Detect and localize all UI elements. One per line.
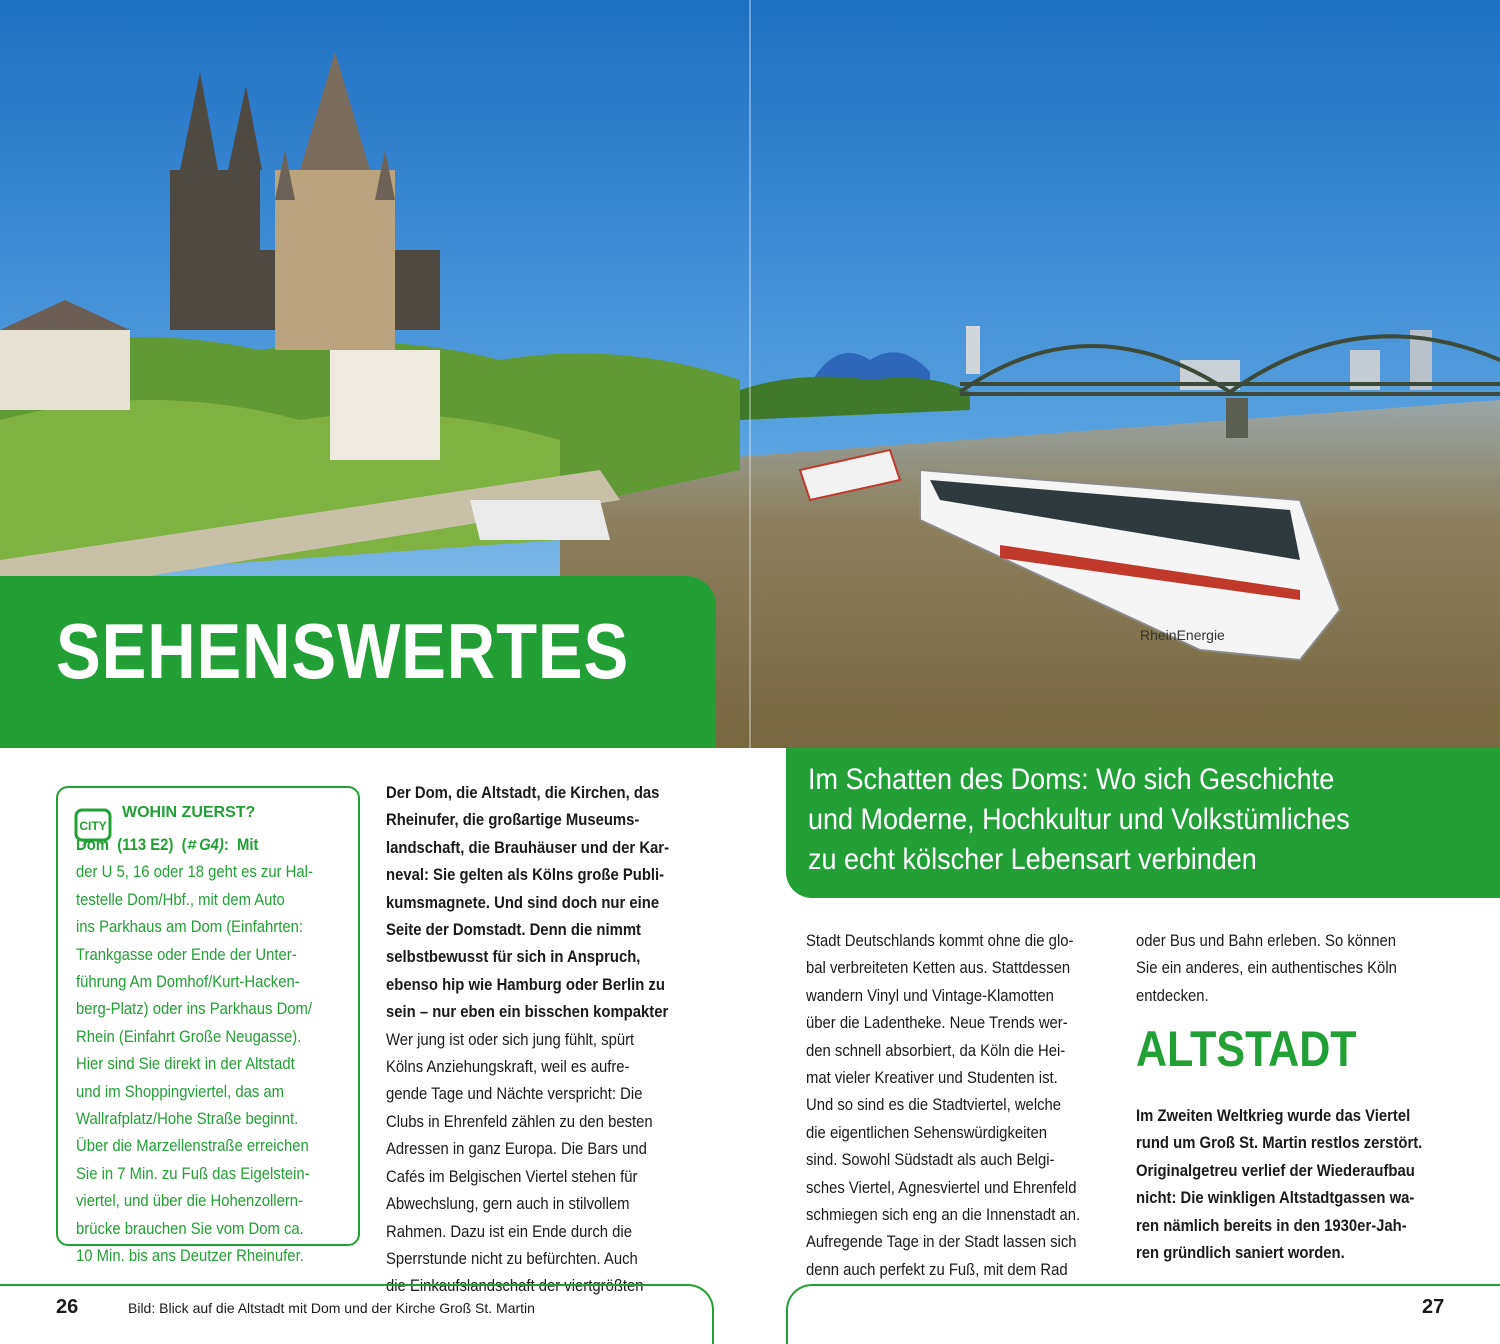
intro-body-text: Wer jung ist oder sich jung fühlt, spürt Kölns Anziehungskraft, weil es aufre- gende Tage und Nächte verspricht: Die Clubs in Ehrenfeld zählen zu den besten Adressen in ganz Europa. Die Bars und Cafés im Belgischen Viertel stehen für Abwechslung, gern auch in stilvollem Rahmen. Dazu ist ein Ende durch die Sperrstunde nicht zu befürchten. Auch die Einkaufslandschaft der viertgrößten	[386, 1030, 653, 1296]
infobox-text	[76, 832, 342, 1271]
headline-box	[786, 748, 1500, 898]
page-number-left: 26	[56, 1296, 79, 1318]
headline-text: Im Schatten des Doms: Wo sich Geschichte und Moderne, Hochkultur und Volkstümliches zu echt kölscher Lebensart verbinden	[808, 763, 1350, 876]
section-title-altstadt: ALTSTADT	[1136, 1021, 1357, 1077]
infobox-map-ref: ⌗ G4)	[186, 836, 224, 854]
infobox-body: der U 5, 16 oder 18 geht es zur Hal- testelle Dom/Hbf., mit dem Auto ins Parkhaus am Dom (Einfahrten: Trankgasse oder Ende der Unter- führung Am Domhof/Kurt-Hacken- berg-Platz) oder ins Parkhaus Dom/ Rhein (Einfahrt Große Neugasse). Hier sind Sie direkt in der Altstadt und im Shoppingviertel, das am Wallrafplatz/Hohe Straße beginnt. Über die Marzellenstraße erreichen Sie in 7 Min. zu Fuß das Eigelstein- viertel, und über die Hohenzollern- brücke brauchen Sie vom Dom ca. 10 Min. bis ans Deutzer Rheinufer.	[76, 863, 313, 1266]
section-intro-text: Im Zweiten Weltkrieg wurde das Viertel rund um Groß St. Martin restlos zerstört. Originalgetreu verlief der Wiederaufbau nicht: Die winkligen Altstadtgassen wa- ren nämlich bereits in den 1930er-Jah- ren gründlich saniert worden.	[1136, 1107, 1423, 1263]
column-three-text: Stadt Deutschlands kommt ohne die glo- bal verbreiteten Ketten aus. Stattdessen wandern Vinyl und Vintage-Klamotten über die Ladentheke. Neue Trends wer- den schnell absorbiert, da Köln die Hei- mat vieler Kreativer und Studenten ist. Und so sind es die Stadtviertel, welche die eigentlichen Sehenswürdigkeiten sind. Sowohl Südstadt als auch Belgi- sches Viertel, Agnesviertel und Ehrenfeld schmiegen sich eng an die Innenstadt an. Aufregende Tage in der Stadt lassen sich denn auch perfekt zu Fuß, mit dem Rad	[806, 932, 1081, 1279]
intro-bold-text: Der Dom, die Altstadt, die Kirchen, das Rheinufer, die großartige Museums- landschaft, die Brauhäuser und der Kar- neval: Sie gelten als Kölns große Publi- kumsmagnete. Und sind doch nur eine Seite der Domstadt. Denn die nimmt selbstbewusst für sich in Anspruch, ebenso hip wie Hamburg oder Berlin zu sein – nur eben ein bisschen kompakter	[386, 784, 670, 1022]
infobox-heading: WOHIN ZUERST?	[122, 804, 256, 821]
page-gutter	[749, 0, 751, 748]
infobox-lead-end: : Mit	[223, 836, 259, 854]
infobox-lead: Dom (113 E2) (	[76, 836, 187, 854]
where-first-infobox	[56, 786, 360, 1266]
column-four-text: oder Bus und Bahn erleben. So können Sie ein anderes, ein authentisches Köln entdecken.	[1136, 932, 1397, 1005]
intro-column	[386, 780, 669, 1301]
page-number-right: 27	[1422, 1296, 1445, 1318]
chapter-title: SEHENSWERTES	[56, 607, 630, 695]
ship-label: RheinEnergie	[1140, 627, 1225, 643]
city-badge-label: CITY	[79, 819, 107, 833]
footer-right-frame	[786, 1284, 1500, 1344]
chapter-title-band	[0, 576, 716, 748]
photo-caption: Bild: Blick auf die Altstadt mit Dom und der Kirche Groß St. Martin	[128, 1300, 535, 1316]
